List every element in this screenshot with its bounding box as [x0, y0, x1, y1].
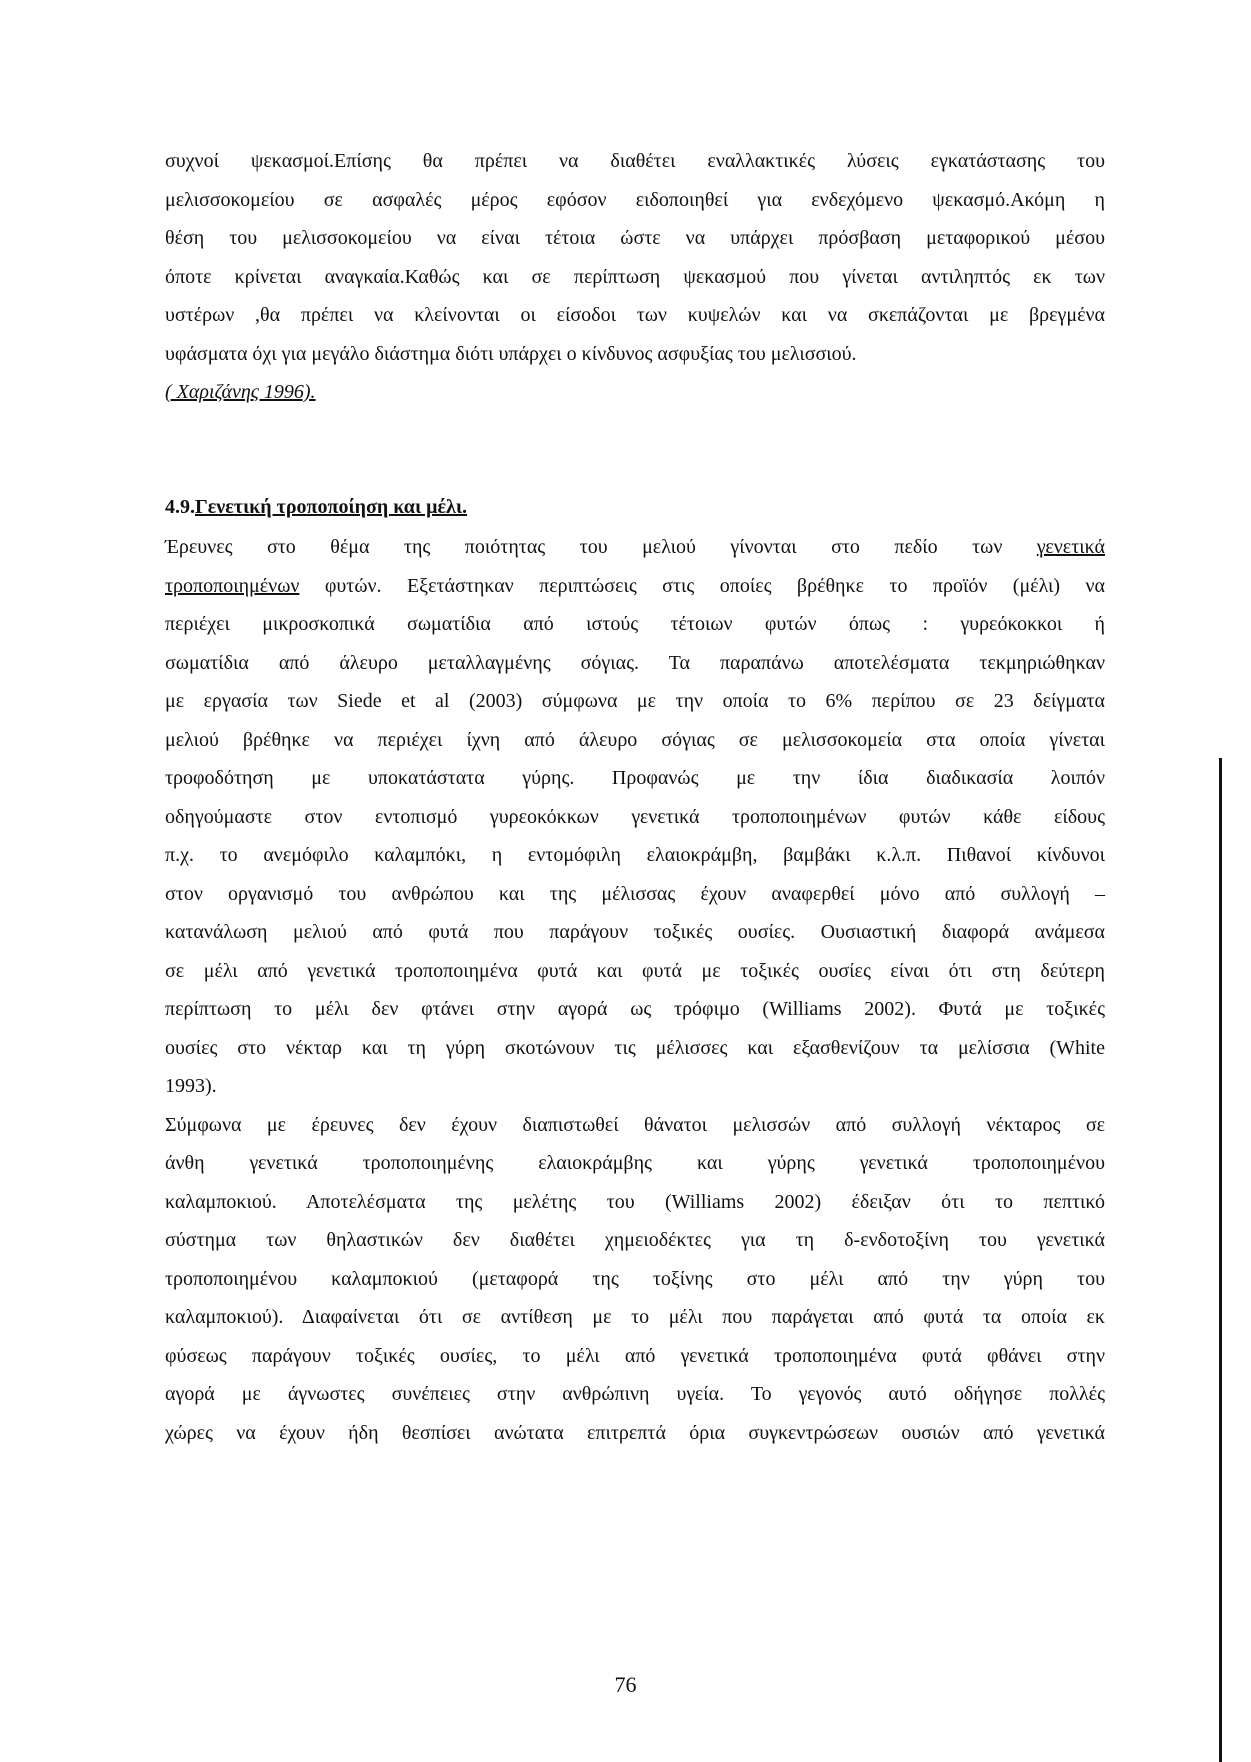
- text-line: σε μέλι από γενετικά τροποποιημένα φυτά και φυτά με τοξικές ουσίες είναι ότι στη δεύτερη: [165, 959, 1105, 982]
- section-number: 4.9.: [165, 496, 195, 518]
- text-line: τροφοδότηση με υποκατάστατα γύρης. Προφανώς με την ίδια διαδικασία λοιπόν: [165, 767, 1105, 789]
- gmo-term-part2: τροποποιημένων: [165, 574, 300, 597]
- text-line: [165, 528, 1105, 567]
- page-number: 76: [614, 1672, 637, 1697]
- text-line: με εργασία των Siede et al (2003) σύμφωνα με την οποία το 6% περίπου σε 23 δείγματα: [165, 690, 1105, 712]
- text-line: ουσίες στο νέκταρ και τη γύρη σκοτώνουν τις μέλισσες και εξασθενίζουν τα μελίσσια (White: [165, 1036, 1105, 1059]
- top-paragraph: [165, 142, 1105, 412]
- text-line: υφάσματα όχι για μεγάλο διάστημα διότι υπάρχει ο κίνδυνος ασφυξίας του μελισσιού.: [165, 342, 857, 365]
- text-line: όποτε κρίνεται αναγκαία.Καθώς και σε περίπτωση ψεκασμού που γίνεται αντιληπτός εκ των: [165, 265, 1105, 288]
- citation-line: [165, 373, 1105, 412]
- text-line: θέση του μελισσοκομείου να είναι τέτοια ώστε να υπάρχει πρόσβαση μεταφορικού μέσου: [165, 227, 1105, 249]
- text-line: περιέχει μικροσκοπικά σωματίδια από ιστούς τέτοιων φυτών όπως : γυρεόκοκκοι ή: [165, 613, 1105, 635]
- text-line: συχνοί ψεκασμοί.Επίσης θα πρέπει να διαθέτει εναλλακτικές λύσεις εγκατάστασης του: [165, 150, 1105, 172]
- text-segment: Έρευνες στο θέμα της ποιότητας του μελιού γίνονται στο πεδίο των: [165, 536, 1003, 558]
- text-line: άνθη γενετικά τροποποιημένης ελαιοκράμβης και γύρης γενετικά τροποποιημένου: [165, 1152, 1105, 1174]
- text-line: μελισσοκομείου σε ασφαλές μέρος εφόσον ειδοποιηθεί για ενδεχόμενο ψεκασμό.Ακόμη η: [165, 188, 1105, 211]
- text-line: σωματίδια από άλευρο μεταλλαγμένης σόγιας. Τα παραπάνω αποτελέσματα τεκμηριώθηκαν: [165, 651, 1105, 674]
- text-line: Σύμφωνα με έρευνες δεν έχουν διαπιστωθεί θάνατοι μελισσών από συλλογή νέκταρος σε: [165, 1113, 1105, 1136]
- citation: ( Χαριζάνης 1996).: [165, 381, 316, 403]
- section-heading: [165, 492, 467, 522]
- text-line: 1993).: [165, 1075, 217, 1097]
- text-line: καλαμποκιού). Διαφαίνεται ότι σε αντίθεση με το μέλι που παράγεται από φυτά τα οποία εκ: [165, 1306, 1105, 1328]
- text-line: τροποποιημένου καλαμποκιού (μεταφορά της τοξίνης στο μέλι από την γύρη του: [165, 1267, 1105, 1290]
- text-line: μελιού βρέθηκε να περιέχει ίχνη από άλευρο σόγιας σε μελισσοκομεία στα οποία γίνεται: [165, 728, 1105, 751]
- text-line: στον οργανισμό του ανθρώπου και της μέλισσας έχουν αναφερθεί μόνο από συλλογή –: [165, 882, 1105, 905]
- text-line: χώρες να έχουν ήδη θεσπίσει ανώτατα επιτρεπτά όρια συγκεντρώσεων ουσιών από γενετικά: [165, 1421, 1105, 1444]
- text-line: αγορά με άγνωστες συνέπειες στην ανθρώπινη υγεία. Το γεγονός αυτό οδήγησε πολλές: [165, 1383, 1105, 1405]
- text-line: υστέρων ,θα πρέπει να κλείνονται οι είσοδοι των κυψελών και να σκεπάζονται με βρεγμένα: [165, 304, 1105, 326]
- text-line: περίπτωση το μέλι δεν φτάνει στην αγορά ως τρόφιμο (Williams 2002). Φυτά με τοξικές: [165, 998, 1105, 1020]
- gmo-term-part1: γενετικά: [1036, 536, 1105, 558]
- text-segment: φυτών. Εξετάστηκαν περιπτώσεις στις οποίες βρέθηκε το προϊόν (μέλι) να: [324, 574, 1105, 597]
- text-line: π.χ. το ανεμόφιλο καλαμπόκι, η εντομόφιλη ελαιοκράμβη, βαμβάκι κ.λ.π. Πιθανοί κίνδυνοι: [165, 844, 1105, 866]
- text-line: κατανάλωση μελιού από φυτά που παράγουν τοξικές ουσίες. Ουσιαστική διαφορά ανάμεσα: [165, 921, 1105, 943]
- text-line: φύσεως παράγουν τοξικές ουσίες, το μέλι από γενετικά τροποποιημένα φυτά φθάνει στην: [165, 1344, 1105, 1367]
- margin-rule: [1219, 758, 1222, 1762]
- text-line: σύστημα των θηλαστικών δεν διαθέτει χημειοδέκτες για τη δ-ενδοτοξίνη του γενετικά: [165, 1229, 1105, 1251]
- text-line: οδηγούμαστε στον εντοπισμό γυρεοκόκκων γενετικά τροποποιημένων φυτών κάθε είδους: [165, 805, 1105, 828]
- section-title: Γενετική τροποποίηση και μέλι.: [195, 496, 468, 518]
- text-line: καλαμποκιού. Αποτελέσματα της μελέτης του (Williams 2002) έδειξαν ότι το πεπτικό: [165, 1190, 1105, 1213]
- main-paragraph: [165, 528, 1105, 1452]
- text-line: [165, 567, 1105, 606]
